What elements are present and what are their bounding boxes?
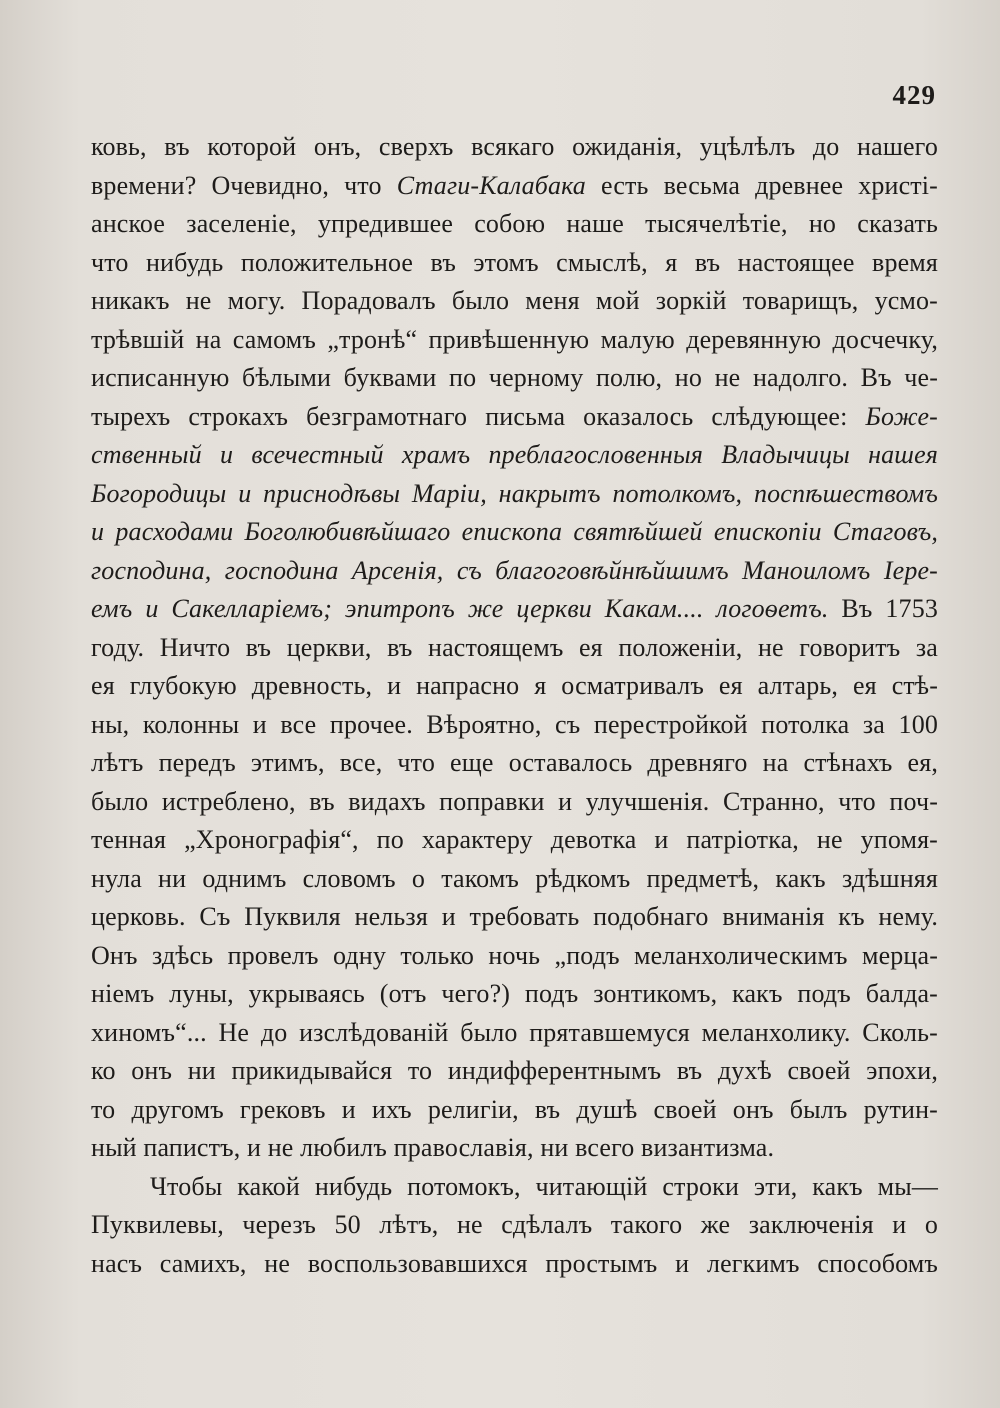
text-line: тенная „Хронографія“, по характеру девотка и патріотка, не упомя- <box>91 825 938 854</box>
text-line: Онъ здѣсь провелъ одну только ночь „подъ меланхолическимъ мерца- <box>91 940 938 970</box>
text-line: ко онъ ни прикидывайся то индифферентнымъ въ духѣ своей эпохи, <box>91 1056 938 1085</box>
italic-inscription: и расходами Боголюбивѣйшаго епископа святѣйшей епископіи Стаговъ, <box>91 517 938 546</box>
text-line: ея глубокую древность, и напрасно я осматривалъ ея алтарь, ея стѣ- <box>91 671 938 700</box>
text-line: ковь, въ которой онъ, сверхъ всякаго ожиданія, уцѣлѣлъ до нашего <box>91 132 938 161</box>
text-line: времени? Очевидно, что Стаги-Калабака есть весьма древнее христі- <box>91 170 938 200</box>
italic-inscription: ственный и всечестный храмъ преблагословенныя Владычицы нашея <box>91 440 938 469</box>
text-line: году. Ничто въ церкви, въ настоящемъ ея положеніи, не говоритъ за <box>91 632 938 662</box>
body-text <box>91 128 938 1283</box>
paragraph-first-line: Чтобы какой нибудь потомокъ, читающій строки эти, какъ мы— <box>150 1171 938 1201</box>
italic-place-name: Стаги-Калабака <box>396 170 586 200</box>
italic-inscription: Богородицы и приснодѣвы Маріи, накрытъ потолкомъ, поспѣшествомъ <box>91 478 938 508</box>
text-line <box>91 552 938 591</box>
text-line: хиномъ“... Не до изслѣдованій было прятавшемуся меланхолику. Сколь- <box>91 1017 938 1047</box>
text-line: лѣтъ передъ этимъ, все, что еще оставалось древняго на стѣнахъ ея, <box>91 748 938 777</box>
text-line: насъ самихъ, не воспользовавшихся простымъ и легкимъ способомъ <box>91 1248 938 1278</box>
text-line: Пуквилевы, черезъ 50 лѣтъ, не сдѣлалъ такого же заключенія и о <box>91 1210 938 1239</box>
text-line: церковь. Съ Пуквиля нельзя и требовать подобнаго вниманія къ нему. <box>91 902 938 931</box>
text-line: никакъ не могу. Порадовалъ было меня мой зоркій товарищъ, усмо- <box>91 286 938 315</box>
italic-inscription: емъ и Сакелларіемъ; эпитропъ же церкви Какам.... логоѳетъ. <box>91 594 829 623</box>
page-number: 429 <box>892 80 936 110</box>
text-line: нула ни однимъ словомъ о такомъ рѣдкомъ предметѣ, какъ здѣшняя <box>91 863 938 893</box>
italic-inscription: Боже- <box>865 401 938 431</box>
text-line <box>91 513 938 552</box>
text-line: тырехъ строкахъ безграмотнаго письма оказалось слѣдующее: Боже- <box>91 401 938 431</box>
text-line: емъ и Сакелларіемъ; эпитропъ же церкви Какам.... логоѳетъ. Въ 1753 <box>91 594 938 623</box>
text-line: трѣвшій на самомъ „тронѣ“ привѣшенную малую деревянную досчечку, <box>91 324 938 354</box>
text-line: было истреблено, въ видахъ поправки и улучшенія. Странно, что поч- <box>91 786 938 816</box>
text-line: анское заселеніе, упредившее собою наше тысячелѣтіе, но сказать <box>91 209 938 238</box>
text-line: исписанную бѣлыми буквами по черному полю, но не надолго. Въ че- <box>91 363 938 392</box>
text-line: что нибудь положительное въ этомъ смыслѣ, я въ настоящее время <box>91 247 938 277</box>
text-line <box>91 475 938 514</box>
text-line: ны, колонны и все прочее. Вѣроятно, съ перестройкой потолка за 100 <box>91 709 938 739</box>
text-line: ный папистъ, и не любилъ православія, ни всего византизма. <box>91 1133 775 1162</box>
italic-inscription: господина, господина Арсенія, съ благоговѣйнѣйшимъ Маноиломъ Іере- <box>91 555 938 585</box>
text-line <box>91 436 938 475</box>
text-line: ніемъ луны, укрываясь (отъ чего?) подъ зонтикомъ, какъ подъ балда- <box>91 979 938 1008</box>
text-line: то другомъ грековъ и ихъ религіи, въ душѣ своей онъ былъ рутин- <box>91 1094 938 1124</box>
